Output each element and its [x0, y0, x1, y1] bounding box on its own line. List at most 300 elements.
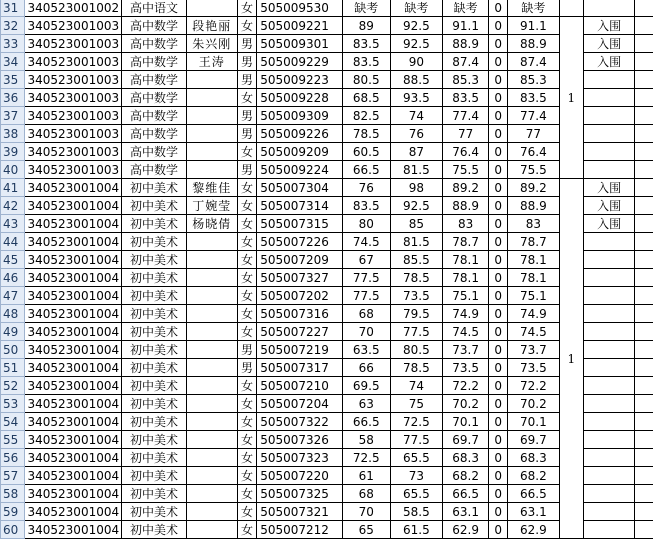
unit-code-cell[interactable]: 340523001003	[24, 107, 122, 125]
total-score-cell[interactable]: 70.2	[508, 395, 559, 413]
row-header[interactable]: 58	[1, 485, 25, 503]
written-score-cell[interactable]: 66.5	[342, 161, 390, 179]
composite-score-cell[interactable]: 63.1	[443, 503, 489, 521]
interview-score-cell[interactable]: 87	[390, 143, 442, 161]
row-header[interactable]: 55	[1, 431, 25, 449]
exam-number-cell[interactable]: 505007316	[257, 305, 343, 323]
candidate-name-cell[interactable]	[186, 503, 237, 521]
total-score-cell[interactable]: 68.3	[508, 449, 559, 467]
total-score-cell[interactable]: 72.2	[508, 377, 559, 395]
composite-score-cell[interactable]: 78.1	[443, 251, 489, 269]
subject-cell[interactable]: 初中美术	[122, 485, 186, 503]
total-score-cell[interactable]: 73.7	[508, 341, 559, 359]
exam-number-cell[interactable]: 505007317	[257, 359, 343, 377]
gender-cell[interactable]: 女	[237, 215, 256, 233]
interview-score-cell[interactable]: 78.5	[390, 359, 442, 377]
row-header[interactable]: 37	[1, 107, 25, 125]
exam-number-cell[interactable]: 505009226	[257, 125, 343, 143]
gender-cell[interactable]: 女	[237, 179, 256, 197]
total-score-cell[interactable]: 75.1	[508, 287, 559, 305]
empty-cell[interactable]	[635, 395, 653, 413]
gender-cell[interactable]: 女	[237, 0, 256, 17]
shortlist-note-cell[interactable]	[584, 395, 635, 413]
candidate-name-cell[interactable]	[186, 467, 237, 485]
empty-cell[interactable]	[635, 161, 653, 179]
subject-cell[interactable]: 初中美术	[122, 413, 186, 431]
total-score-cell[interactable]: 83	[508, 215, 559, 233]
candidate-name-cell[interactable]: 丁婉莹	[186, 197, 237, 215]
subject-cell[interactable]: 初中美术	[122, 233, 186, 251]
candidate-name-cell[interactable]	[186, 107, 237, 125]
candidate-name-cell[interactable]	[186, 359, 237, 377]
total-score-cell[interactable]: 63.1	[508, 503, 559, 521]
unit-code-cell[interactable]: 340523001003	[24, 17, 122, 35]
unit-code-cell[interactable]: 340523001003	[24, 125, 122, 143]
unit-code-cell[interactable]: 340523001002	[24, 0, 122, 17]
interview-score-cell[interactable]: 65.5	[390, 485, 442, 503]
interview-score-cell[interactable]: 92.5	[390, 35, 442, 53]
total-score-cell[interactable]: 78.1	[508, 269, 559, 287]
row-header[interactable]: 45	[1, 251, 25, 269]
empty-cell[interactable]	[635, 125, 653, 143]
total-score-cell[interactable]: 77.4	[508, 107, 559, 125]
candidate-name-cell[interactable]: 段艳丽	[186, 17, 237, 35]
candidate-name-cell[interactable]	[186, 233, 237, 251]
interview-score-cell[interactable]: 85	[390, 215, 442, 233]
exam-number-cell[interactable]: 505007327	[257, 269, 343, 287]
written-score-cell[interactable]: 68	[342, 305, 390, 323]
subject-cell[interactable]: 高中语文	[122, 0, 186, 17]
subject-cell[interactable]: 高中数学	[122, 143, 186, 161]
written-score-cell[interactable]: 60.5	[342, 143, 390, 161]
gender-cell[interactable]: 女	[237, 449, 256, 467]
row-header[interactable]: 51	[1, 359, 25, 377]
bonus-cell[interactable]: 0	[489, 179, 508, 197]
bonus-cell[interactable]: 0	[489, 323, 508, 341]
unit-code-cell[interactable]: 340523001004	[24, 521, 122, 539]
shortlist-note-cell[interactable]: 入围	[584, 215, 635, 233]
candidate-name-cell[interactable]	[186, 71, 237, 89]
interview-score-cell[interactable]: 75	[390, 395, 442, 413]
total-score-cell[interactable]: 62.9	[508, 521, 559, 539]
written-score-cell[interactable]: 66	[342, 359, 390, 377]
bonus-cell[interactable]: 0	[489, 233, 508, 251]
shortlist-note-cell[interactable]	[584, 449, 635, 467]
bonus-cell[interactable]: 0	[489, 287, 508, 305]
empty-cell[interactable]	[635, 269, 653, 287]
subject-cell[interactable]: 初中美术	[122, 251, 186, 269]
composite-score-cell[interactable]: 88.9	[443, 197, 489, 215]
candidate-name-cell[interactable]: 杨晓倩	[186, 215, 237, 233]
composite-score-cell[interactable]: 77	[443, 125, 489, 143]
exam-number-cell[interactable]: 505009209	[257, 143, 343, 161]
shortlist-note-cell[interactable]: 入围	[584, 179, 635, 197]
candidate-name-cell[interactable]	[186, 269, 237, 287]
row-header[interactable]: 59	[1, 503, 25, 521]
composite-score-cell[interactable]: 91.1	[443, 17, 489, 35]
row-header[interactable]: 35	[1, 71, 25, 89]
gender-cell[interactable]: 女	[237, 233, 256, 251]
unit-code-cell[interactable]: 340523001004	[24, 287, 122, 305]
unit-code-cell[interactable]: 340523001003	[24, 89, 122, 107]
total-score-cell[interactable]: 74.9	[508, 305, 559, 323]
exam-number-cell[interactable]: 505007202	[257, 287, 343, 305]
exam-number-cell[interactable]: 505009221	[257, 17, 343, 35]
interview-score-cell[interactable]: 78.5	[390, 269, 442, 287]
written-score-cell[interactable]: 83.5	[342, 53, 390, 71]
total-score-cell[interactable]: 83.5	[508, 89, 559, 107]
bonus-cell[interactable]: 0	[489, 251, 508, 269]
total-score-cell[interactable]: 91.1	[508, 17, 559, 35]
gender-cell[interactable]: 男	[237, 107, 256, 125]
candidate-name-cell[interactable]	[186, 161, 237, 179]
shortlist-note-cell[interactable]	[584, 269, 635, 287]
interview-score-cell[interactable]: 92.5	[390, 17, 442, 35]
total-score-cell[interactable]: 89.2	[508, 179, 559, 197]
unit-code-cell[interactable]: 340523001004	[24, 179, 122, 197]
interview-score-cell[interactable]: 88.5	[390, 71, 442, 89]
exam-number-cell[interactable]: 505009223	[257, 71, 343, 89]
bonus-cell[interactable]: 0	[489, 377, 508, 395]
unit-code-cell[interactable]: 340523001004	[24, 503, 122, 521]
row-header[interactable]: 49	[1, 323, 25, 341]
empty-cell[interactable]	[635, 449, 653, 467]
composite-score-cell[interactable]: 75.5	[443, 161, 489, 179]
empty-cell[interactable]	[635, 143, 653, 161]
candidate-name-cell[interactable]	[186, 449, 237, 467]
shortlist-note-cell[interactable]	[584, 107, 635, 125]
written-score-cell[interactable]: 61	[342, 467, 390, 485]
composite-score-cell[interactable]: 73.7	[443, 341, 489, 359]
total-score-cell[interactable]: 77	[508, 125, 559, 143]
exam-number-cell[interactable]: 505007325	[257, 485, 343, 503]
bonus-cell[interactable]: 0	[489, 89, 508, 107]
candidate-name-cell[interactable]	[186, 485, 237, 503]
bonus-cell[interactable]: 0	[489, 0, 508, 17]
empty-cell[interactable]	[635, 89, 653, 107]
exam-number-cell[interactable]: 505007210	[257, 377, 343, 395]
total-score-cell[interactable]: 85.3	[508, 71, 559, 89]
subject-cell[interactable]: 初中美术	[122, 197, 186, 215]
gender-cell[interactable]: 男	[237, 71, 256, 89]
candidate-name-cell[interactable]	[186, 521, 237, 539]
empty-cell[interactable]	[635, 233, 653, 251]
composite-score-cell[interactable]: 72.2	[443, 377, 489, 395]
empty-cell[interactable]	[635, 467, 653, 485]
bonus-cell[interactable]: 0	[489, 359, 508, 377]
shortlist-note-cell[interactable]	[584, 467, 635, 485]
written-score-cell[interactable]: 74.5	[342, 233, 390, 251]
empty-cell[interactable]	[635, 215, 653, 233]
written-score-cell[interactable]: 80	[342, 215, 390, 233]
subject-cell[interactable]: 初中美术	[122, 341, 186, 359]
row-header[interactable]: 43	[1, 215, 25, 233]
written-score-cell[interactable]: 69.5	[342, 377, 390, 395]
candidate-name-cell[interactable]	[186, 305, 237, 323]
unit-code-cell[interactable]: 340523001004	[24, 215, 122, 233]
total-score-cell[interactable]: 68.2	[508, 467, 559, 485]
subject-cell[interactable]: 高中数学	[122, 53, 186, 71]
written-score-cell[interactable]: 80.5	[342, 71, 390, 89]
unit-code-cell[interactable]: 340523001004	[24, 197, 122, 215]
composite-score-cell[interactable]: 66.5	[443, 485, 489, 503]
merged-count-cell[interactable]: 1	[559, 17, 583, 179]
bonus-cell[interactable]: 0	[489, 215, 508, 233]
empty-cell[interactable]	[635, 251, 653, 269]
composite-score-cell[interactable]: 75.1	[443, 287, 489, 305]
shortlist-note-cell[interactable]	[584, 305, 635, 323]
interview-score-cell[interactable]: 81.5	[390, 161, 442, 179]
candidate-name-cell[interactable]	[186, 0, 237, 17]
interview-score-cell[interactable]: 77.5	[390, 323, 442, 341]
written-score-cell[interactable]: 58	[342, 431, 390, 449]
unit-code-cell[interactable]: 340523001004	[24, 251, 122, 269]
exam-number-cell[interactable]: 505007226	[257, 233, 343, 251]
gender-cell[interactable]: 男	[237, 125, 256, 143]
written-score-cell[interactable]: 缺考	[342, 0, 390, 17]
composite-score-cell[interactable]: 78.1	[443, 269, 489, 287]
subject-cell[interactable]: 初中美术	[122, 215, 186, 233]
total-score-cell[interactable]: 缺考	[508, 0, 559, 17]
row-header[interactable]: 57	[1, 467, 25, 485]
candidate-name-cell[interactable]	[186, 143, 237, 161]
row-header[interactable]: 46	[1, 269, 25, 287]
gender-cell[interactable]: 女	[237, 251, 256, 269]
exam-number-cell[interactable]: 505007326	[257, 431, 343, 449]
gender-cell[interactable]: 女	[237, 197, 256, 215]
written-score-cell[interactable]: 83.5	[342, 197, 390, 215]
interview-score-cell[interactable]: 77.5	[390, 431, 442, 449]
empty-cell[interactable]	[635, 0, 653, 17]
empty-cell[interactable]	[635, 431, 653, 449]
exam-number-cell[interactable]: 505009224	[257, 161, 343, 179]
written-score-cell[interactable]: 77.5	[342, 287, 390, 305]
unit-code-cell[interactable]: 340523001004	[24, 323, 122, 341]
row-header[interactable]: 31	[1, 0, 25, 17]
row-header[interactable]: 47	[1, 287, 25, 305]
unit-code-cell[interactable]: 340523001004	[24, 431, 122, 449]
gender-cell[interactable]: 女	[237, 89, 256, 107]
unit-code-cell[interactable]: 340523001004	[24, 269, 122, 287]
subject-cell[interactable]: 高中数学	[122, 71, 186, 89]
interview-score-cell[interactable]: 61.5	[390, 521, 442, 539]
written-score-cell[interactable]: 65	[342, 521, 390, 539]
bonus-cell[interactable]: 0	[489, 143, 508, 161]
row-header[interactable]: 48	[1, 305, 25, 323]
exam-number-cell[interactable]: 505009530	[257, 0, 343, 17]
exam-number-cell[interactable]: 505007204	[257, 395, 343, 413]
shortlist-note-cell[interactable]	[584, 377, 635, 395]
gender-cell[interactable]: 女	[237, 503, 256, 521]
unit-code-cell[interactable]: 340523001004	[24, 485, 122, 503]
exam-number-cell[interactable]: 505007212	[257, 521, 343, 539]
empty-cell[interactable]	[635, 107, 653, 125]
candidate-name-cell[interactable]	[186, 125, 237, 143]
gender-cell[interactable]: 男	[237, 161, 256, 179]
shortlist-note-cell[interactable]: 入围	[584, 197, 635, 215]
interview-score-cell[interactable]: 79.5	[390, 305, 442, 323]
empty-cell[interactable]	[635, 197, 653, 215]
composite-score-cell[interactable]: 87.4	[443, 53, 489, 71]
subject-cell[interactable]: 初中美术	[122, 377, 186, 395]
exam-number-cell[interactable]: 505007209	[257, 251, 343, 269]
row-header[interactable]: 40	[1, 161, 25, 179]
composite-score-cell[interactable]: 83	[443, 215, 489, 233]
exam-number-cell[interactable]: 505007219	[257, 341, 343, 359]
shortlist-note-cell[interactable]	[584, 359, 635, 377]
bonus-cell[interactable]: 0	[489, 413, 508, 431]
written-score-cell[interactable]: 72.5	[342, 449, 390, 467]
subject-cell[interactable]: 高中数学	[122, 89, 186, 107]
composite-score-cell[interactable]: 缺考	[443, 0, 489, 17]
row-header[interactable]: 42	[1, 197, 25, 215]
written-score-cell[interactable]: 70	[342, 503, 390, 521]
bonus-cell[interactable]: 0	[489, 53, 508, 71]
bonus-cell[interactable]: 0	[489, 71, 508, 89]
row-header[interactable]: 53	[1, 395, 25, 413]
rank-cell[interactable]	[559, 0, 583, 17]
row-header[interactable]: 36	[1, 89, 25, 107]
composite-score-cell[interactable]: 73.5	[443, 359, 489, 377]
gender-cell[interactable]: 女	[237, 17, 256, 35]
unit-code-cell[interactable]: 340523001003	[24, 143, 122, 161]
empty-cell[interactable]	[635, 323, 653, 341]
subject-cell[interactable]: 高中数学	[122, 161, 186, 179]
gender-cell[interactable]: 女	[237, 521, 256, 539]
written-score-cell[interactable]: 70	[342, 323, 390, 341]
gender-cell[interactable]: 男	[237, 35, 256, 53]
row-header[interactable]: 41	[1, 179, 25, 197]
shortlist-note-cell[interactable]	[584, 413, 635, 431]
exam-number-cell[interactable]: 505009309	[257, 107, 343, 125]
bonus-cell[interactable]: 0	[489, 503, 508, 521]
composite-score-cell[interactable]: 77.4	[443, 107, 489, 125]
candidate-name-cell[interactable]: 朱兴刚	[186, 35, 237, 53]
gender-cell[interactable]: 女	[237, 485, 256, 503]
composite-score-cell[interactable]: 83.5	[443, 89, 489, 107]
candidate-name-cell[interactable]	[186, 431, 237, 449]
total-score-cell[interactable]: 76.4	[508, 143, 559, 161]
subject-cell[interactable]: 高中数学	[122, 125, 186, 143]
subject-cell[interactable]: 初中美术	[122, 467, 186, 485]
exam-number-cell[interactable]: 505009301	[257, 35, 343, 53]
total-score-cell[interactable]: 88.9	[508, 197, 559, 215]
subject-cell[interactable]: 高中数学	[122, 107, 186, 125]
empty-cell[interactable]	[635, 35, 653, 53]
gender-cell[interactable]: 女	[237, 431, 256, 449]
bonus-cell[interactable]: 0	[489, 305, 508, 323]
exam-number-cell[interactable]: 505007323	[257, 449, 343, 467]
shortlist-note-cell[interactable]	[584, 521, 635, 539]
total-score-cell[interactable]: 88.9	[508, 35, 559, 53]
bonus-cell[interactable]: 0	[489, 17, 508, 35]
shortlist-note-cell[interactable]: 入围	[584, 53, 635, 71]
composite-score-cell[interactable]: 70.2	[443, 395, 489, 413]
subject-cell[interactable]: 初中美术	[122, 395, 186, 413]
subject-cell[interactable]: 初中美术	[122, 179, 186, 197]
empty-cell[interactable]	[635, 287, 653, 305]
written-score-cell[interactable]: 76	[342, 179, 390, 197]
shortlist-note-cell[interactable]: 入围	[584, 35, 635, 53]
exam-number-cell[interactable]: 505007304	[257, 179, 343, 197]
gender-cell[interactable]: 女	[237, 323, 256, 341]
composite-score-cell[interactable]: 78.7	[443, 233, 489, 251]
gender-cell[interactable]: 女	[237, 413, 256, 431]
written-score-cell[interactable]: 68	[342, 485, 390, 503]
shortlist-note-cell[interactable]	[584, 71, 635, 89]
unit-code-cell[interactable]: 340523001003	[24, 71, 122, 89]
candidate-name-cell[interactable]	[186, 413, 237, 431]
interview-score-cell[interactable]: 93.5	[390, 89, 442, 107]
written-score-cell[interactable]: 83.5	[342, 35, 390, 53]
bonus-cell[interactable]: 0	[489, 341, 508, 359]
row-header[interactable]: 44	[1, 233, 25, 251]
row-header[interactable]: 50	[1, 341, 25, 359]
row-header[interactable]: 33	[1, 35, 25, 53]
written-score-cell[interactable]: 63	[342, 395, 390, 413]
unit-code-cell[interactable]: 340523001004	[24, 449, 122, 467]
interview-score-cell[interactable]: 98	[390, 179, 442, 197]
bonus-cell[interactable]: 0	[489, 161, 508, 179]
unit-code-cell[interactable]: 340523001003	[24, 53, 122, 71]
composite-score-cell[interactable]: 88.9	[443, 35, 489, 53]
total-score-cell[interactable]: 78.7	[508, 233, 559, 251]
unit-code-cell[interactable]: 340523001004	[24, 305, 122, 323]
candidate-name-cell[interactable]	[186, 377, 237, 395]
shortlist-note-cell[interactable]	[584, 251, 635, 269]
empty-cell[interactable]	[635, 485, 653, 503]
shortlist-note-cell[interactable]	[584, 233, 635, 251]
total-score-cell[interactable]: 78.1	[508, 251, 559, 269]
candidate-name-cell[interactable]	[186, 89, 237, 107]
bonus-cell[interactable]: 0	[489, 431, 508, 449]
interview-score-cell[interactable]: 92.5	[390, 197, 442, 215]
empty-cell[interactable]	[635, 341, 653, 359]
row-header[interactable]: 60	[1, 521, 25, 539]
subject-cell[interactable]: 高中数学	[122, 17, 186, 35]
written-score-cell[interactable]: 67	[342, 251, 390, 269]
gender-cell[interactable]: 女	[237, 467, 256, 485]
written-score-cell[interactable]: 63.5	[342, 341, 390, 359]
subject-cell[interactable]: 初中美术	[122, 521, 186, 539]
interview-score-cell[interactable]: 74	[390, 107, 442, 125]
shortlist-note-cell[interactable]	[584, 125, 635, 143]
interview-score-cell[interactable]: 90	[390, 53, 442, 71]
shortlist-note-cell[interactable]	[584, 89, 635, 107]
total-score-cell[interactable]: 74.5	[508, 323, 559, 341]
gender-cell[interactable]: 男	[237, 341, 256, 359]
written-score-cell[interactable]: 82.5	[342, 107, 390, 125]
total-score-cell[interactable]: 70.1	[508, 413, 559, 431]
bonus-cell[interactable]: 0	[489, 521, 508, 539]
composite-score-cell[interactable]: 74.5	[443, 323, 489, 341]
exam-number-cell[interactable]: 505007321	[257, 503, 343, 521]
candidate-name-cell[interactable]	[186, 287, 237, 305]
total-score-cell[interactable]: 69.7	[508, 431, 559, 449]
bonus-cell[interactable]: 0	[489, 197, 508, 215]
subject-cell[interactable]: 初中美术	[122, 323, 186, 341]
gender-cell[interactable]: 女	[237, 143, 256, 161]
shortlist-note-cell[interactable]	[584, 287, 635, 305]
empty-cell[interactable]	[635, 305, 653, 323]
row-header[interactable]: 32	[1, 17, 25, 35]
subject-cell[interactable]: 高中数学	[122, 35, 186, 53]
bonus-cell[interactable]: 0	[489, 269, 508, 287]
row-header[interactable]: 39	[1, 143, 25, 161]
gender-cell[interactable]: 男	[237, 359, 256, 377]
empty-cell[interactable]	[635, 53, 653, 71]
merged-count-cell[interactable]: 1	[559, 179, 583, 539]
